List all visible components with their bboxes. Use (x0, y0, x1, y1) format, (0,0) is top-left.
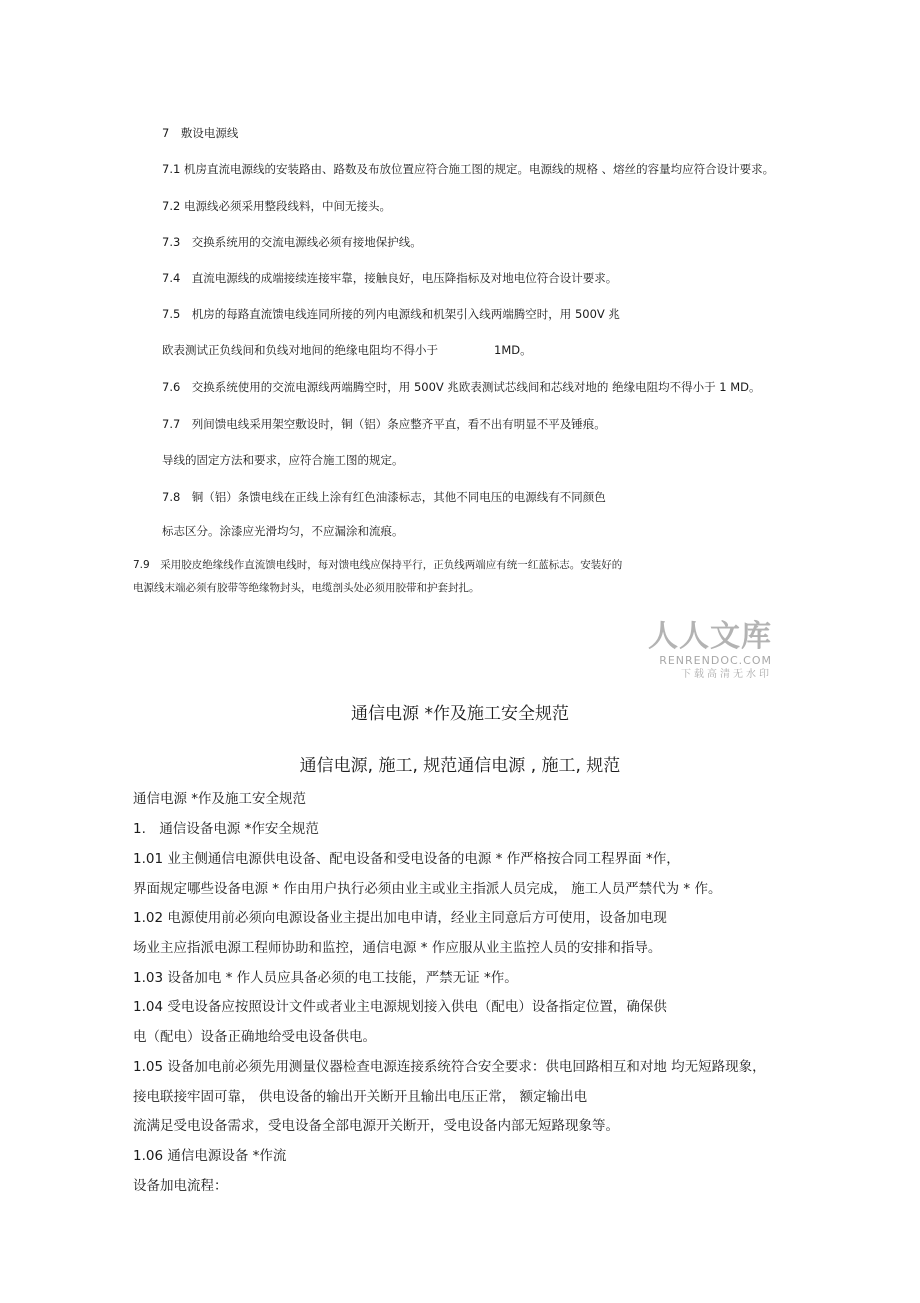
watermark-domain: RENRENDOC.COM (659, 654, 772, 667)
para-7-9-line2: 电源线末端必须有胶带等绝缘物封头，电缆剖头处必须用胶带和护套封扎。 (133, 582, 480, 594)
body-line-8: 1.04 受电设备应按照设计文件或者业主电源规划接入供电（配电）设备指定位置，确保供 (133, 999, 667, 1015)
body-line-7: 1.03 设备加电 * 作人员应具备必须的电工技能，严禁无证 *作。 (133, 970, 518, 986)
watermark-brand: 人人文库 (648, 619, 772, 654)
body-line-2: 1. 通信设备电源 *作安全规范 (133, 821, 319, 837)
para-7-8-line2: 标志区分。涂漆应光滑均匀，不应漏涂和流痕。 (162, 524, 404, 538)
para-7-7-line2: 导线的固定方法和要求，应符合施工图的规定。 (162, 453, 404, 467)
para-7-8-line1: 7.8 铜（铝）条馈电线在正线上涂有红色油漆标志，其他不同电压的电源线有不同颜色 (162, 490, 606, 504)
watermark-tagline: 下载高清无水印 (681, 669, 772, 680)
para-7-3: 7.3 交换系统用的交流电源线必须有接地保护线。 (162, 235, 422, 249)
body-line-1: 通信电源 *作及施工安全规范 (133, 791, 307, 807)
para-7-1: 7.1 机房直流电源线的安装路由、路数及布放位置应符合施工图的规定。电源线的规格 、熔丝的容量均应符合设计要求。 (162, 162, 775, 176)
body-line-5: 1.02 电源使用前必须向电源设备业主提出加电申请，经业主同意后方可使用，设备加电现 (133, 910, 667, 926)
body-line-4: 界面规定哪些设备电源 * 作由用户执行必须由业主或业主指派人员完成， 施工人员严禁代为 * 作。 (133, 881, 722, 897)
body-line-11: 接电联接牢固可靠， 供电设备的输出开关断开且输出电压正常， 额定输出电 (133, 1089, 588, 1105)
para-7-5-line2 (162, 342, 532, 358)
para-7-9-line1: 7.9 采用胶皮绝缘线作直流馈电线时，每对馈电线应保持平行，正负线两端应有统一红蓝标志。安装好的 (133, 559, 623, 571)
body-line-3: 1.01 业主侧通信电源供电设备、配电设备和受电设备的电源 * 作严格按合同工程界面 *作， (133, 851, 680, 867)
document-title: 通信电源 *作及施工安全规范 (351, 704, 569, 724)
body-line-14: 设备加电流程： (133, 1178, 228, 1194)
para-7-6: 7.6 交换系统使用的交流电源线两端腾空时，用 500V 兆欧表测试芯线间和芯线对地的 绝缘电阻均不得小于 1 MD。 (162, 380, 761, 394)
document-keywords: 通信电源, 施工, 规范通信电源 , 施工, 规范 (299, 756, 621, 776)
watermark-logo (640, 620, 772, 682)
body-line-6: 场业主应指派电源工程师协助和监控，通信电源 * 作应服从业主监控人员的安排和指导。 (133, 940, 662, 956)
para-7-5-text: 欧表测试正负线间和负线对地间的绝缘电阻均不得小于 (162, 343, 438, 357)
body-line-10: 1.05 设备加电前必须先用测量仪器检查电源连接系统符合安全要求：供电回路相互和对地 均无短路现象， (133, 1059, 766, 1075)
body-line-9: 电（配电）设备正确地给受电设备供电。 (133, 1029, 376, 1045)
body-line-13: 1.06 通信电源设备 *作流 (133, 1148, 287, 1164)
para-7-5-value: 1MD。 (494, 343, 532, 357)
body-line-12: 流满足受电设备需求，受电设备全部电源开关断开，受电设备内部无短路现象等。 (133, 1118, 619, 1134)
para-7-4: 7.4 直流电源线的成端接续连接牢靠，接触良好，电压降指标及对地电位符合设计要求。 (162, 271, 618, 285)
para-7-2: 7.2 电源线必须采用整段线料，中间无接头。 (162, 199, 391, 213)
para-7-7-line1: 7.7 列间馈电线采用架空敷设时，铜（铝）条应整齐平直，看不出有明显不平及锤痕。 (162, 417, 606, 431)
section-7-heading: 7 敷设电源线 (162, 126, 239, 140)
para-7-5-line1: 7.5 机房的每路直流馈电线连同所接的列内电源线和机架引入线两端腾空时，用 500V 兆 (162, 307, 620, 321)
